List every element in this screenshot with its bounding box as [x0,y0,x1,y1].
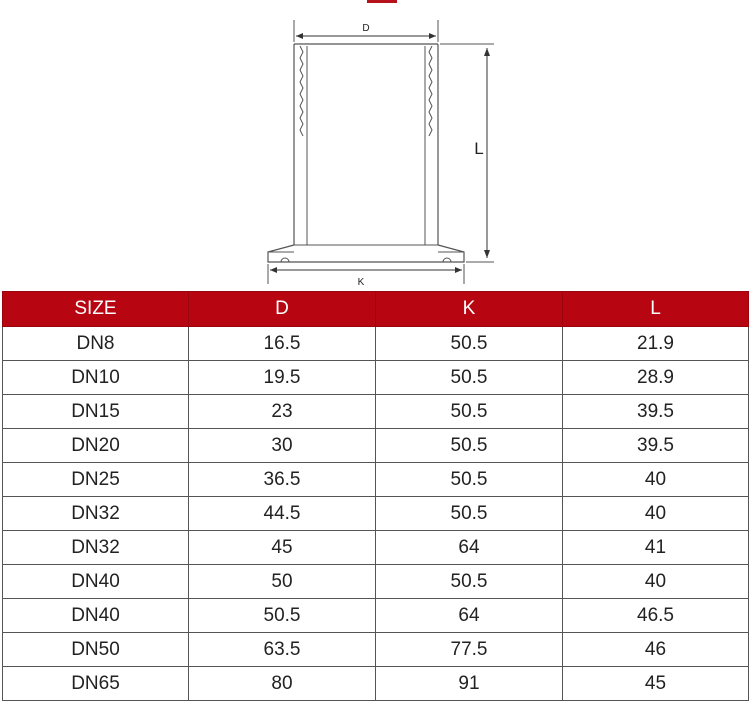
cell-size: DN50 [3,633,189,667]
header-size: SIZE [3,292,189,327]
dimension-l-label: L [474,139,484,158]
cell-d: 19.5 [189,361,376,395]
table-row [3,361,749,395]
header-d: D [189,292,376,327]
cell-d: 50.5 [189,599,376,633]
cell-k: 50.5 [376,565,563,599]
cell-k: 64 [376,599,563,633]
cell-size: DN20 [3,429,189,463]
cell-l: 40 [563,497,749,531]
dimension-k-label: K [357,277,365,288]
cell-k: 50.5 [376,429,563,463]
cell-size: DN8 [3,327,189,361]
cell-d: 63.5 [189,633,376,667]
cell-size: DN32 [3,531,189,565]
cell-l: 45 [563,667,749,701]
cell-d: 23 [189,395,376,429]
cell-size: DN40 [3,565,189,599]
cell-l: 46.5 [563,599,749,633]
ferrule-technical-drawing [0,0,750,290]
cell-k: 91 [376,667,563,701]
cell-size: DN10 [3,361,189,395]
table-row [3,599,749,633]
header-l: L [563,292,749,327]
cell-l: 46 [563,633,749,667]
cell-l: 40 [563,565,749,599]
cell-d: 16.5 [189,327,376,361]
cell-l: 41 [563,531,749,565]
cell-k: 64 [376,531,563,565]
table-row [3,429,749,463]
cell-size: DN32 [3,497,189,531]
cell-k: 77.5 [376,633,563,667]
cell-size: DN40 [3,599,189,633]
table-row [3,633,749,667]
size-specification-table [2,291,749,701]
cell-size: DN25 [3,463,189,497]
cell-d: 45 [189,531,376,565]
table-row [3,531,749,565]
table-row [3,565,749,599]
cell-k: 50.5 [376,463,563,497]
table-row [3,667,749,701]
table-row [3,327,749,361]
cell-k: 50.5 [376,361,563,395]
cell-l: 21.9 [563,327,749,361]
cell-l: 40 [563,463,749,497]
cell-d: 30 [189,429,376,463]
table-row [3,463,749,497]
cell-l: 39.5 [563,429,749,463]
table-header-row [3,292,749,327]
table-row [3,497,749,531]
cell-d: 36.5 [189,463,376,497]
cell-d: 50 [189,565,376,599]
table-row [3,395,749,429]
header-k: K [376,292,563,327]
cell-k: 50.5 [376,395,563,429]
cell-k: 50.5 [376,497,563,531]
cell-l: 39.5 [563,395,749,429]
dimension-d-label: D [362,23,370,34]
cell-k: 50.5 [376,327,563,361]
cell-size: DN15 [3,395,189,429]
cell-d: 80 [189,667,376,701]
cell-size: DN65 [3,667,189,701]
cell-l: 28.9 [563,361,749,395]
cell-d: 44.5 [189,497,376,531]
